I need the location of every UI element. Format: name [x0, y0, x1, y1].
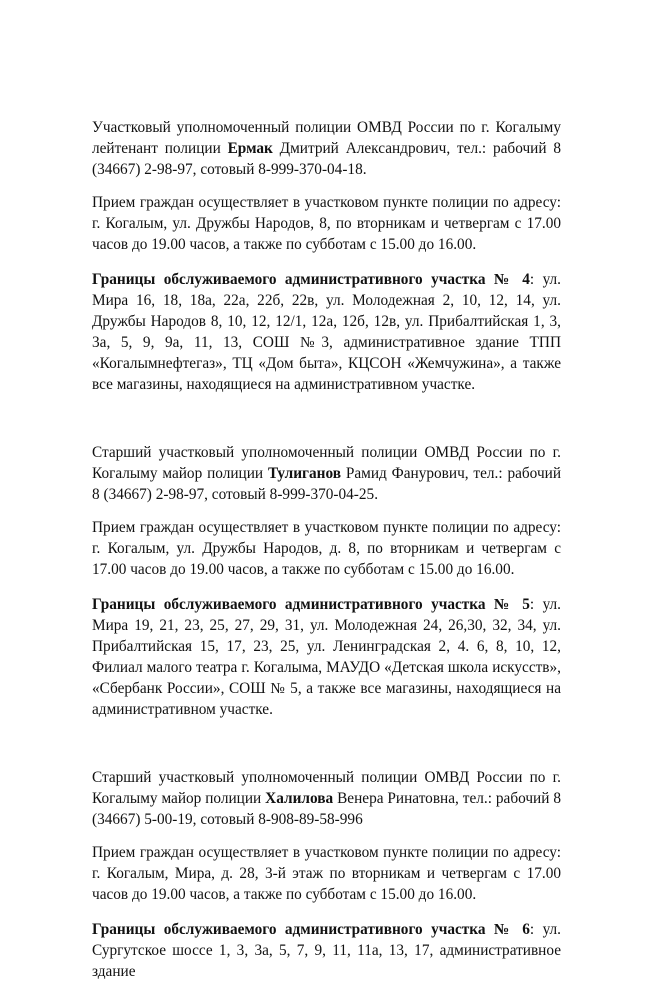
reception-info-5: Прием граждан осуществляет в участковом пункте полиции по адресу: г. Когалым, ул. Дружбы Народов, д. 8, по вторникам и четвергам с 17.00 часов до 19.00 часов, а также по субботам с 15.00 до 16.00. — [92, 519, 561, 578]
district-bounds-text: : ул. Сургутское шоссе 1, 3, 3а, 5, 7, 9, 11, 11а, 13, 17, административное здание — [92, 921, 562, 980]
district-bounds-5 — [92, 594, 561, 720]
officer-surname: Ермак — [227, 140, 273, 157]
district-bounds-text: : ул. Мира 16, 18, 18а, 22а, 22б, 22в, ул. Молодежная 2, 10, 12, 14, ул. Дружбы Народов 8, 10, 12, 12/1, 12а, 12б, 12в, ул. Прибалтийская 1, 3, 3а, 5, 9, 9а, 11, 13, СОШ №3, административное здание ТПП «Когалымнефтегаз», ТЦ «Дом быта», КЦСОН «Жемчужина», а также все магазины, находящиеся на административном участке. — [92, 271, 562, 393]
officer-rank: Старший участковый уполномоченный полиции ОМВД России по г. Когалыму майор полиции — [92, 769, 561, 807]
officer-rank: Старший участковый уполномоченный полиции ОМВД России по г. Когалыму майор полиции — [92, 444, 561, 482]
officer-info-6 — [92, 767, 561, 830]
district-bounds-label: Границы обслуживаемого административного участка № 6 — [92, 921, 530, 938]
district-bounds-4 — [92, 269, 561, 395]
district-bounds-label: Границы обслуживаемого административного участка № 4 — [92, 271, 530, 288]
officer-contacts: Рамид Фанурович, тел.: рабочий 8 (34667) 2-98-97, сотовый 8-999-370-04-25. — [92, 465, 562, 503]
reception-info-6: Прием граждан осуществляет в участковом пункте полиции по адресу: г. Когалым, Мира, д. 28, 3-й этаж по вторникам и четвергам с 17.00 часов до 19.00 часов, а также по субботам с 15.00 до 16.00. — [92, 844, 561, 903]
officer-surname: Халилова — [265, 790, 334, 807]
officer-info-5 — [92, 442, 561, 505]
reception-info-4: Прием граждан осуществляет в участковом пункте полиции по адресу: г. Когалым, ул. Дружбы Народов, 8, по вторникам и четвергам с 17.00 часов до 19.00 часов, а также по субботам с 15.00 до 16.00. — [92, 194, 561, 253]
district-bounds-label: Границы обслуживаемого административного участка № 5 — [92, 596, 530, 613]
officer-info-4 — [92, 117, 561, 180]
officer-rank: Участковый уполномоченный полиции ОМВД России по г. Когалыму лейтенант полиции — [92, 119, 561, 157]
officer-contacts: Венера Ринатовна, тел.: рабочий 8 (34667) 5-00-19, сотовый 8-908-89-58-996 — [92, 790, 562, 828]
district-bounds-6 — [92, 919, 561, 982]
district-bounds-text: : ул. Мира 19, 21, 23, 25, 27, 29, 31, ул. Молодежная 24, 26,30, 32, 34, ул. Прибалтийская 15, 17, 23, 25, ул. Ленинградская 2, 4. 6, 8, 10, 12, Филиал малого театра г. Когалыма, МАУДО «Детская школа искусств», «Сбербанк России», СОШ № 5, а также все магазины, находящиеся на административном участке. — [92, 596, 562, 718]
officer-surname: Тулиганов — [267, 465, 341, 482]
officer-contacts: Дмитрий Александрович, тел.: рабочий 8 (34667) 2-98-97, сотовый 8-999-370-04-18. — [92, 140, 561, 178]
document-page — [92, 117, 561, 982]
